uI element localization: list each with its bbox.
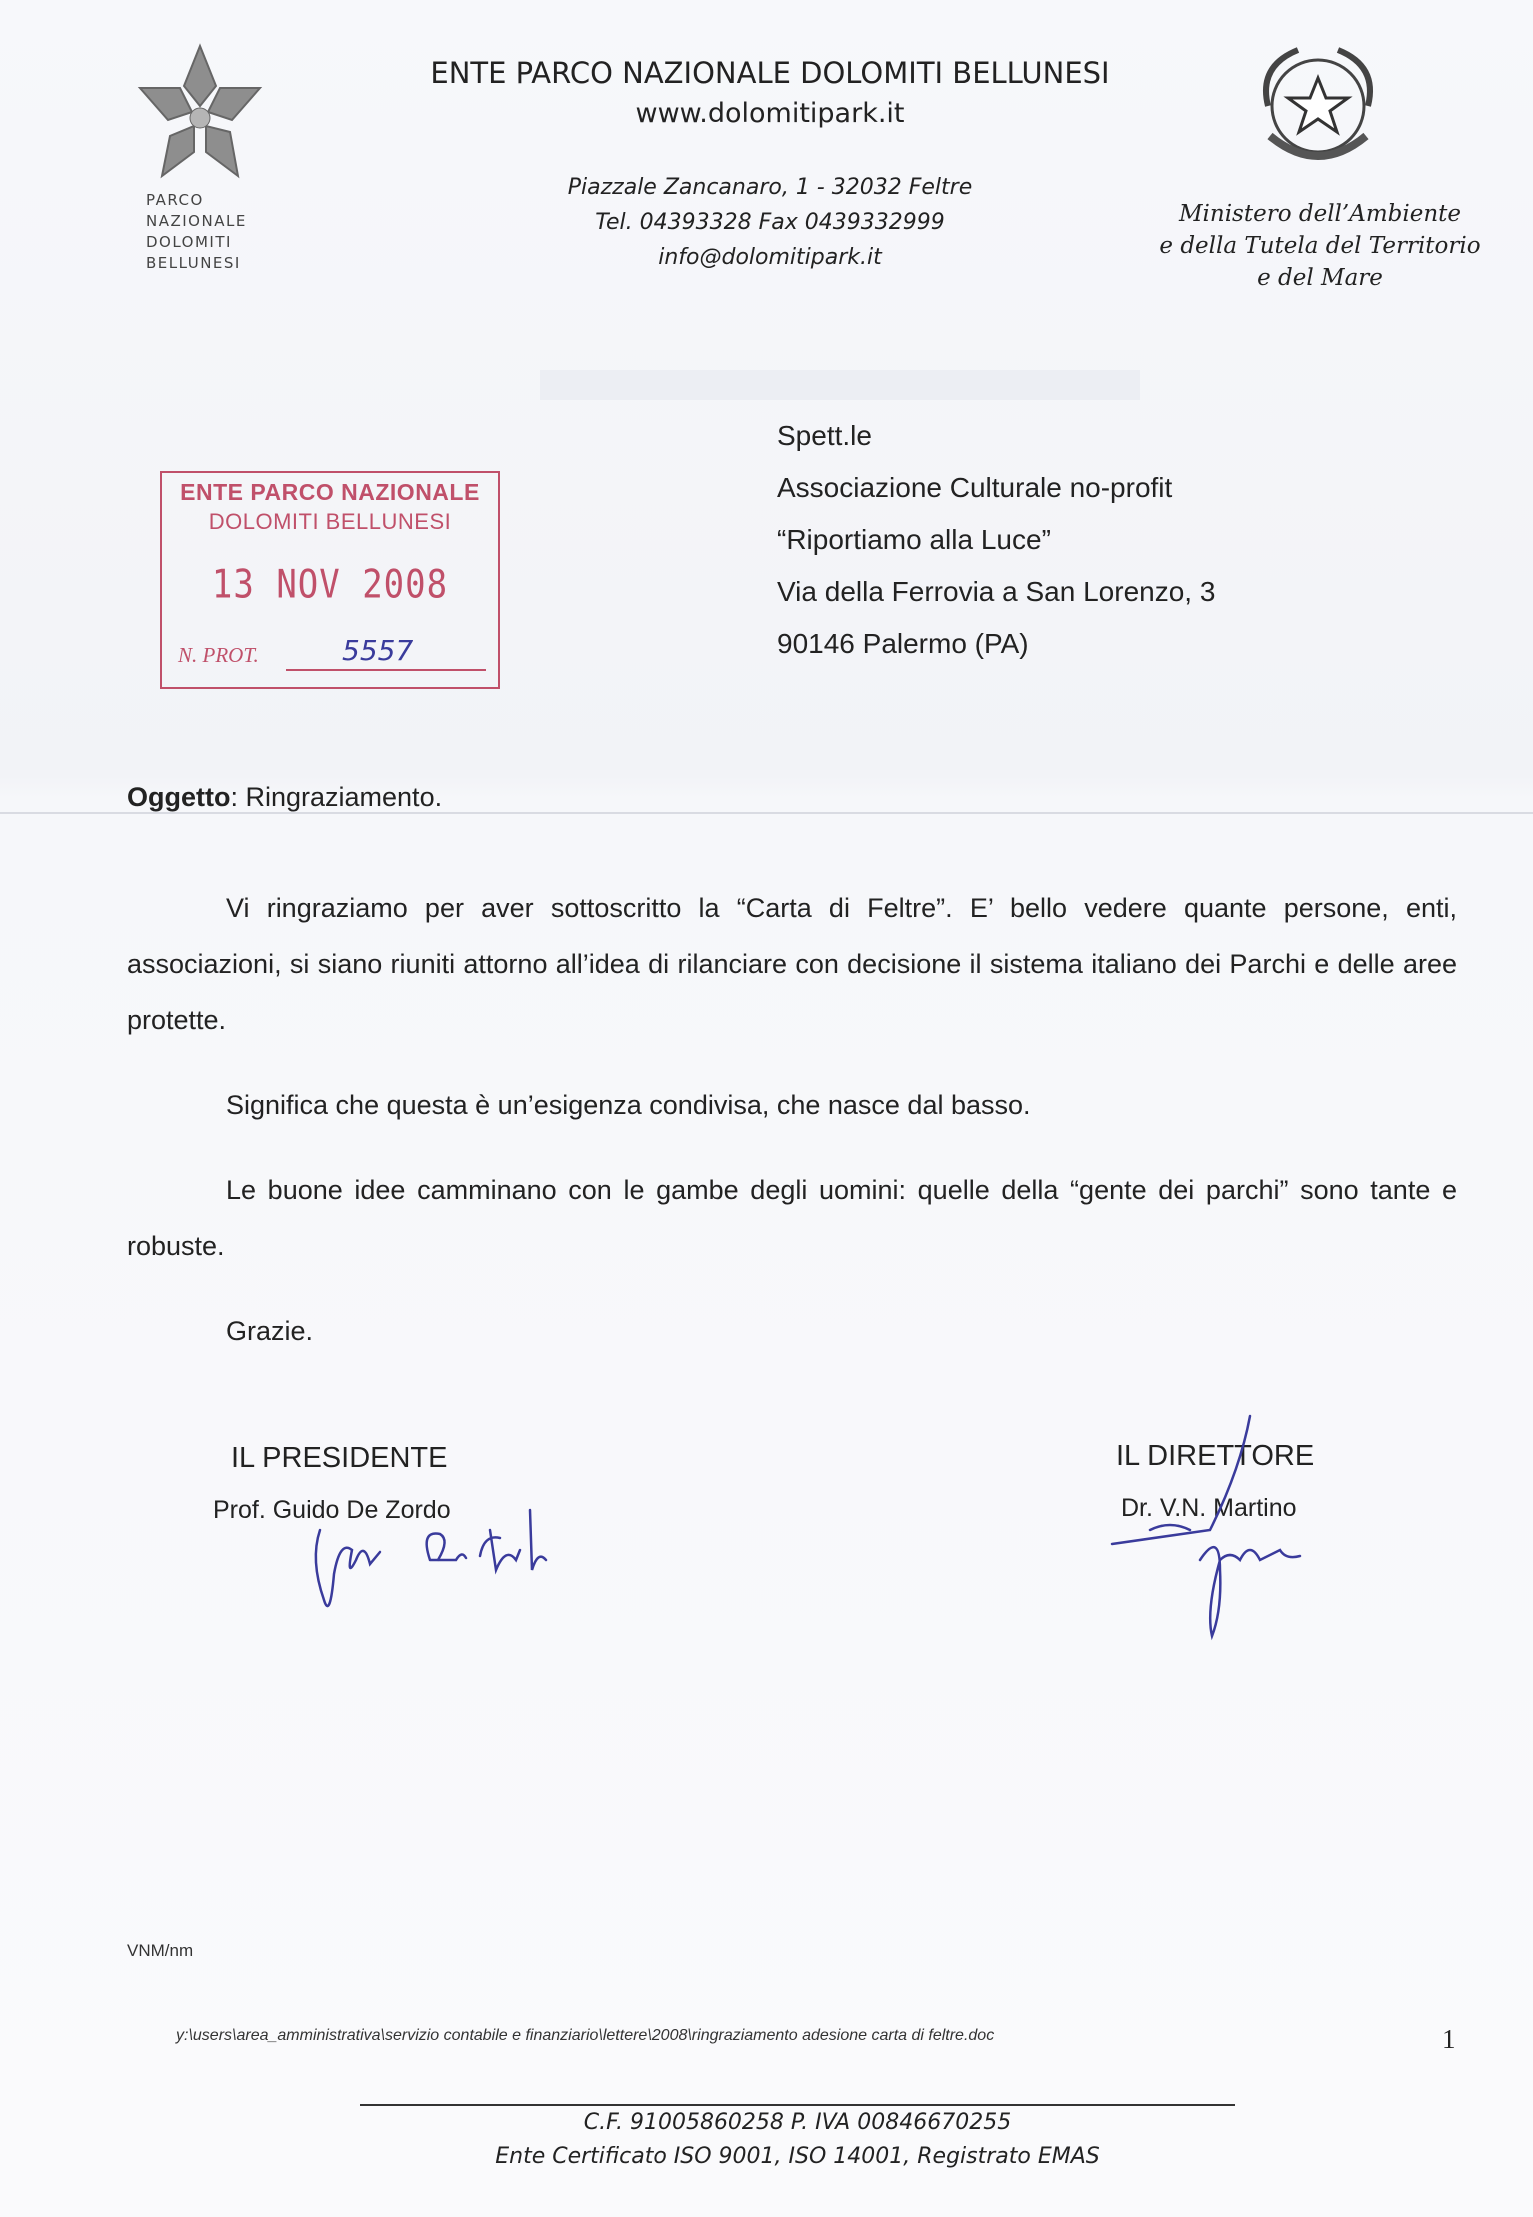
ministry-line: Ministero dell’Ambiente xyxy=(1178,201,1462,227)
ministry-block xyxy=(1110,198,1530,294)
recipient-line: 90146 Palermo (PA) xyxy=(777,628,1029,659)
president-name: Prof. Guido De Zordo xyxy=(213,1496,451,1524)
park-flower-logo-icon xyxy=(120,36,280,196)
logo-line: DOLOMITI xyxy=(146,233,232,251)
recipient-line: Spett.le xyxy=(777,420,872,451)
website-link[interactable]: www.dolomitipark.it xyxy=(635,98,905,129)
director-title: IL DIRETTORE xyxy=(1116,1440,1315,1472)
subject-label: Oggetto xyxy=(127,782,231,812)
logo-line: PARCO xyxy=(146,191,204,209)
logo-line: NAZIONALE xyxy=(146,212,247,230)
stamp-org-line2: DOLOMITI BELLUNESI xyxy=(208,509,452,534)
page-number: 1 xyxy=(1442,2024,1456,2054)
footer-divider xyxy=(360,2104,1235,2106)
file-path: y:\users\area_amministrativa\servizio contabile e finanziario\lettere\2008\ringraziamento adesione carta di feltre.doc xyxy=(176,2027,995,2044)
recipient-address xyxy=(777,410,1215,670)
director-signature xyxy=(1090,1410,1330,1650)
contact-block xyxy=(470,170,1070,275)
recipient-line: Via della Ferrovia a San Lorenzo, 3 xyxy=(777,576,1216,607)
certification-line: Ente Certificato ISO 9001, ISO 14001, Registrato EMAS xyxy=(495,2144,1100,2169)
logo-line: BELLUNESI xyxy=(146,254,241,272)
president-title: IL PRESIDENTE xyxy=(231,1442,448,1474)
subject-line xyxy=(127,782,442,813)
protocol-stamp xyxy=(160,471,500,689)
park-logo-text xyxy=(146,190,247,274)
phone-fax-line: Tel. 04393328 Fax 0439332999 xyxy=(595,210,945,235)
typist-initials: VNM/nm xyxy=(127,1941,194,1960)
stamp-protocol-line xyxy=(286,669,486,671)
tax-identifiers: C.F. 91005860258 P. IVA 00846670255 xyxy=(583,2110,1012,2135)
body-paragraph: Significa che questa è un’esigenza condivisa, che nasce dal basso. xyxy=(226,1090,1031,1120)
email-link[interactable]: info@dolomitipark.it xyxy=(658,245,882,270)
recipient-line: Associazione Culturale no-profit xyxy=(777,472,1173,503)
recipient-line: “Riportiamo alla Luce” xyxy=(777,524,1051,555)
stamp-protocol-number: 5557 xyxy=(342,634,414,667)
stamp-protocol-label: N. PROT. xyxy=(178,643,259,667)
director-name: Dr. V.N. Martino xyxy=(1121,1494,1297,1522)
letter-body xyxy=(127,880,1457,1388)
address-line: Piazzale Zancanaro, 1 - 32032 Feltre xyxy=(567,175,973,200)
president-signature xyxy=(280,1490,560,1630)
ministry-line: e del Mare xyxy=(1257,265,1383,291)
stamp-date: 13 NOV 2008 xyxy=(211,562,449,608)
body-paragraph: Le buone idee camminano con le gambe degli uomini: quelle della “gente dei parchi” sono tante e robuste. xyxy=(127,1175,1457,1261)
subject-text: : Ringraziamento. xyxy=(230,782,443,812)
ministry-line: e della Tutela del Territorio xyxy=(1159,233,1481,259)
italian-republic-emblem-icon xyxy=(1248,36,1388,186)
organization-title: ENTE PARCO NAZIONALE DOLOMITI BELLUNESI xyxy=(430,56,1110,90)
body-paragraph: Grazie. xyxy=(226,1316,314,1346)
body-paragraph: Vi ringraziamo per aver sottoscritto la “Carta di Feltre”. E’ bello vedere quante persone, enti, associazioni, si siano riuniti attorno all’idea di rilanciare con decisione il sistema italiano dei Parchi e delle aree protette. xyxy=(127,893,1457,1035)
stamp-org-line1: ENTE PARCO NAZIONALE xyxy=(180,479,480,505)
